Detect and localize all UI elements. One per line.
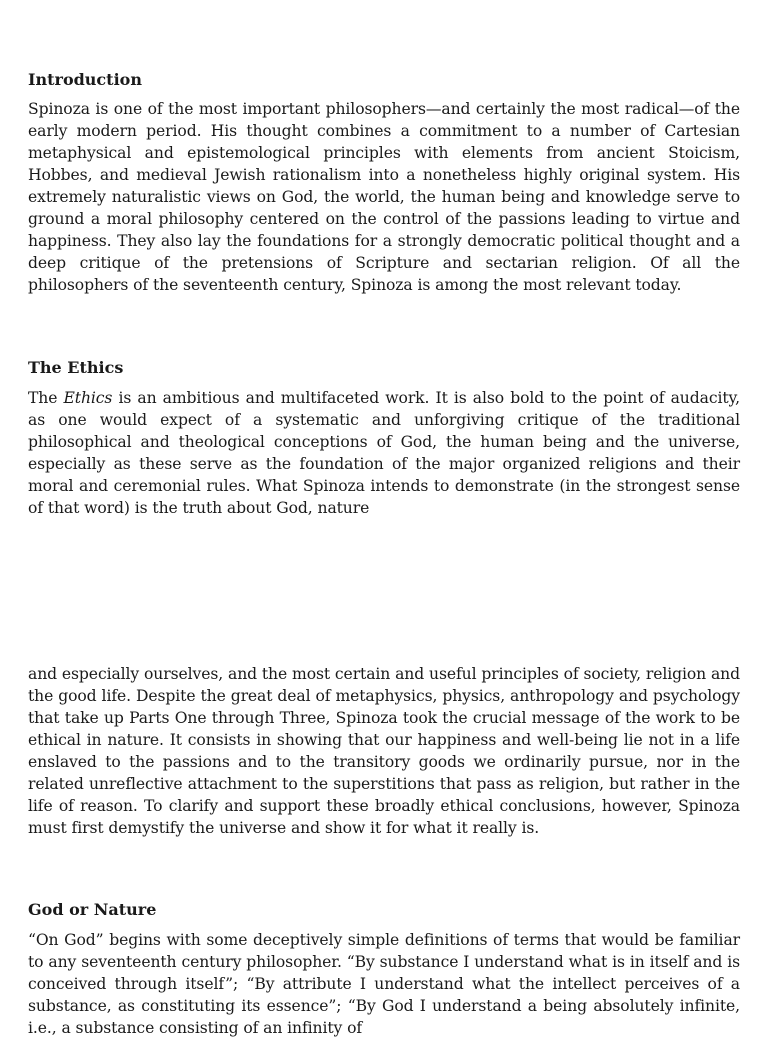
book-title: Ethics xyxy=(63,389,113,407)
section-heading: God or Nature xyxy=(28,900,157,919)
paragraph-text: is an ambitious and multifaceted work. It is also bold to the point of audacity, as one would expect of a systematic and unforgiving critique of the traditional philosophical and theological conceptions of God, the human being and the universe, especially as these serve as the foundation of the major organized religions and their moral and ceremonial rules. What Spinoza intends to demonstrate (in the strongest sense of that word) is the truth about God, nature xyxy=(28,389,740,517)
section-paragraph: “On God” begins with some deceptively simple definitions of terms that would be familiar to any seventeenth century philosopher. “By substance I understand what is in itself and is conceived through itself”; “By attribute I understand what the intellect perceives of a substance, as constituting its essence”; “By God I understand a being absolutely infinite, i.e., a substance consisting of an infinity of xyxy=(28,931,740,1037)
section-paragraph: Spinoza is one of the most important philosophers—and certainly the most radical—of the early modern period. His thought combines a commitment to a number of Cartesian metaphysical and epistemological principles with elements from ancient Stoicism, Hobbes, and medieval Jewish rationalism into a nonetheless highly original system. His extremely naturalistic views on God, the world, the human being and knowledge serve to ground a moral philosophy centered on the control of the passions leading to virtue and happiness. They also lay the foundations for a strongly democratic political thought and a deep critique of the pretensions of Scripture and sectarian religion. Of all the philosophers of the seventeenth century, Spinoza is among the most relevant today. xyxy=(28,100,740,294)
section-heading: The Ethics xyxy=(28,358,124,377)
section-the-ethics-continued xyxy=(28,663,740,839)
section-heading: Introduction xyxy=(28,70,142,89)
paragraph-text: The xyxy=(28,389,64,407)
section-god-or-nature xyxy=(28,899,740,1039)
section-paragraph: and especially ourselves, and the most certain and useful principles of society, religion and the good life. Despite the great deal of metaphysics, physics, anthropology and psychology that take up Parts One through Three, Spinoza took the crucial message of the work to be ethical in nature. It consists in showing that our happiness and well-being lie not in a life enslaved to the passions and to the transitory goods we ordinarily pursue, nor in the related unreflective attachment to the superstitions that pass as religion, but rather in the life of reason. To clarify and support these broadly ethical conclusions, however, Spinoza must first demystify the universe and show it for what it really is. xyxy=(28,665,740,837)
section-paragraph xyxy=(28,387,740,519)
section-the-ethics xyxy=(28,357,740,519)
section-introduction xyxy=(28,69,740,296)
